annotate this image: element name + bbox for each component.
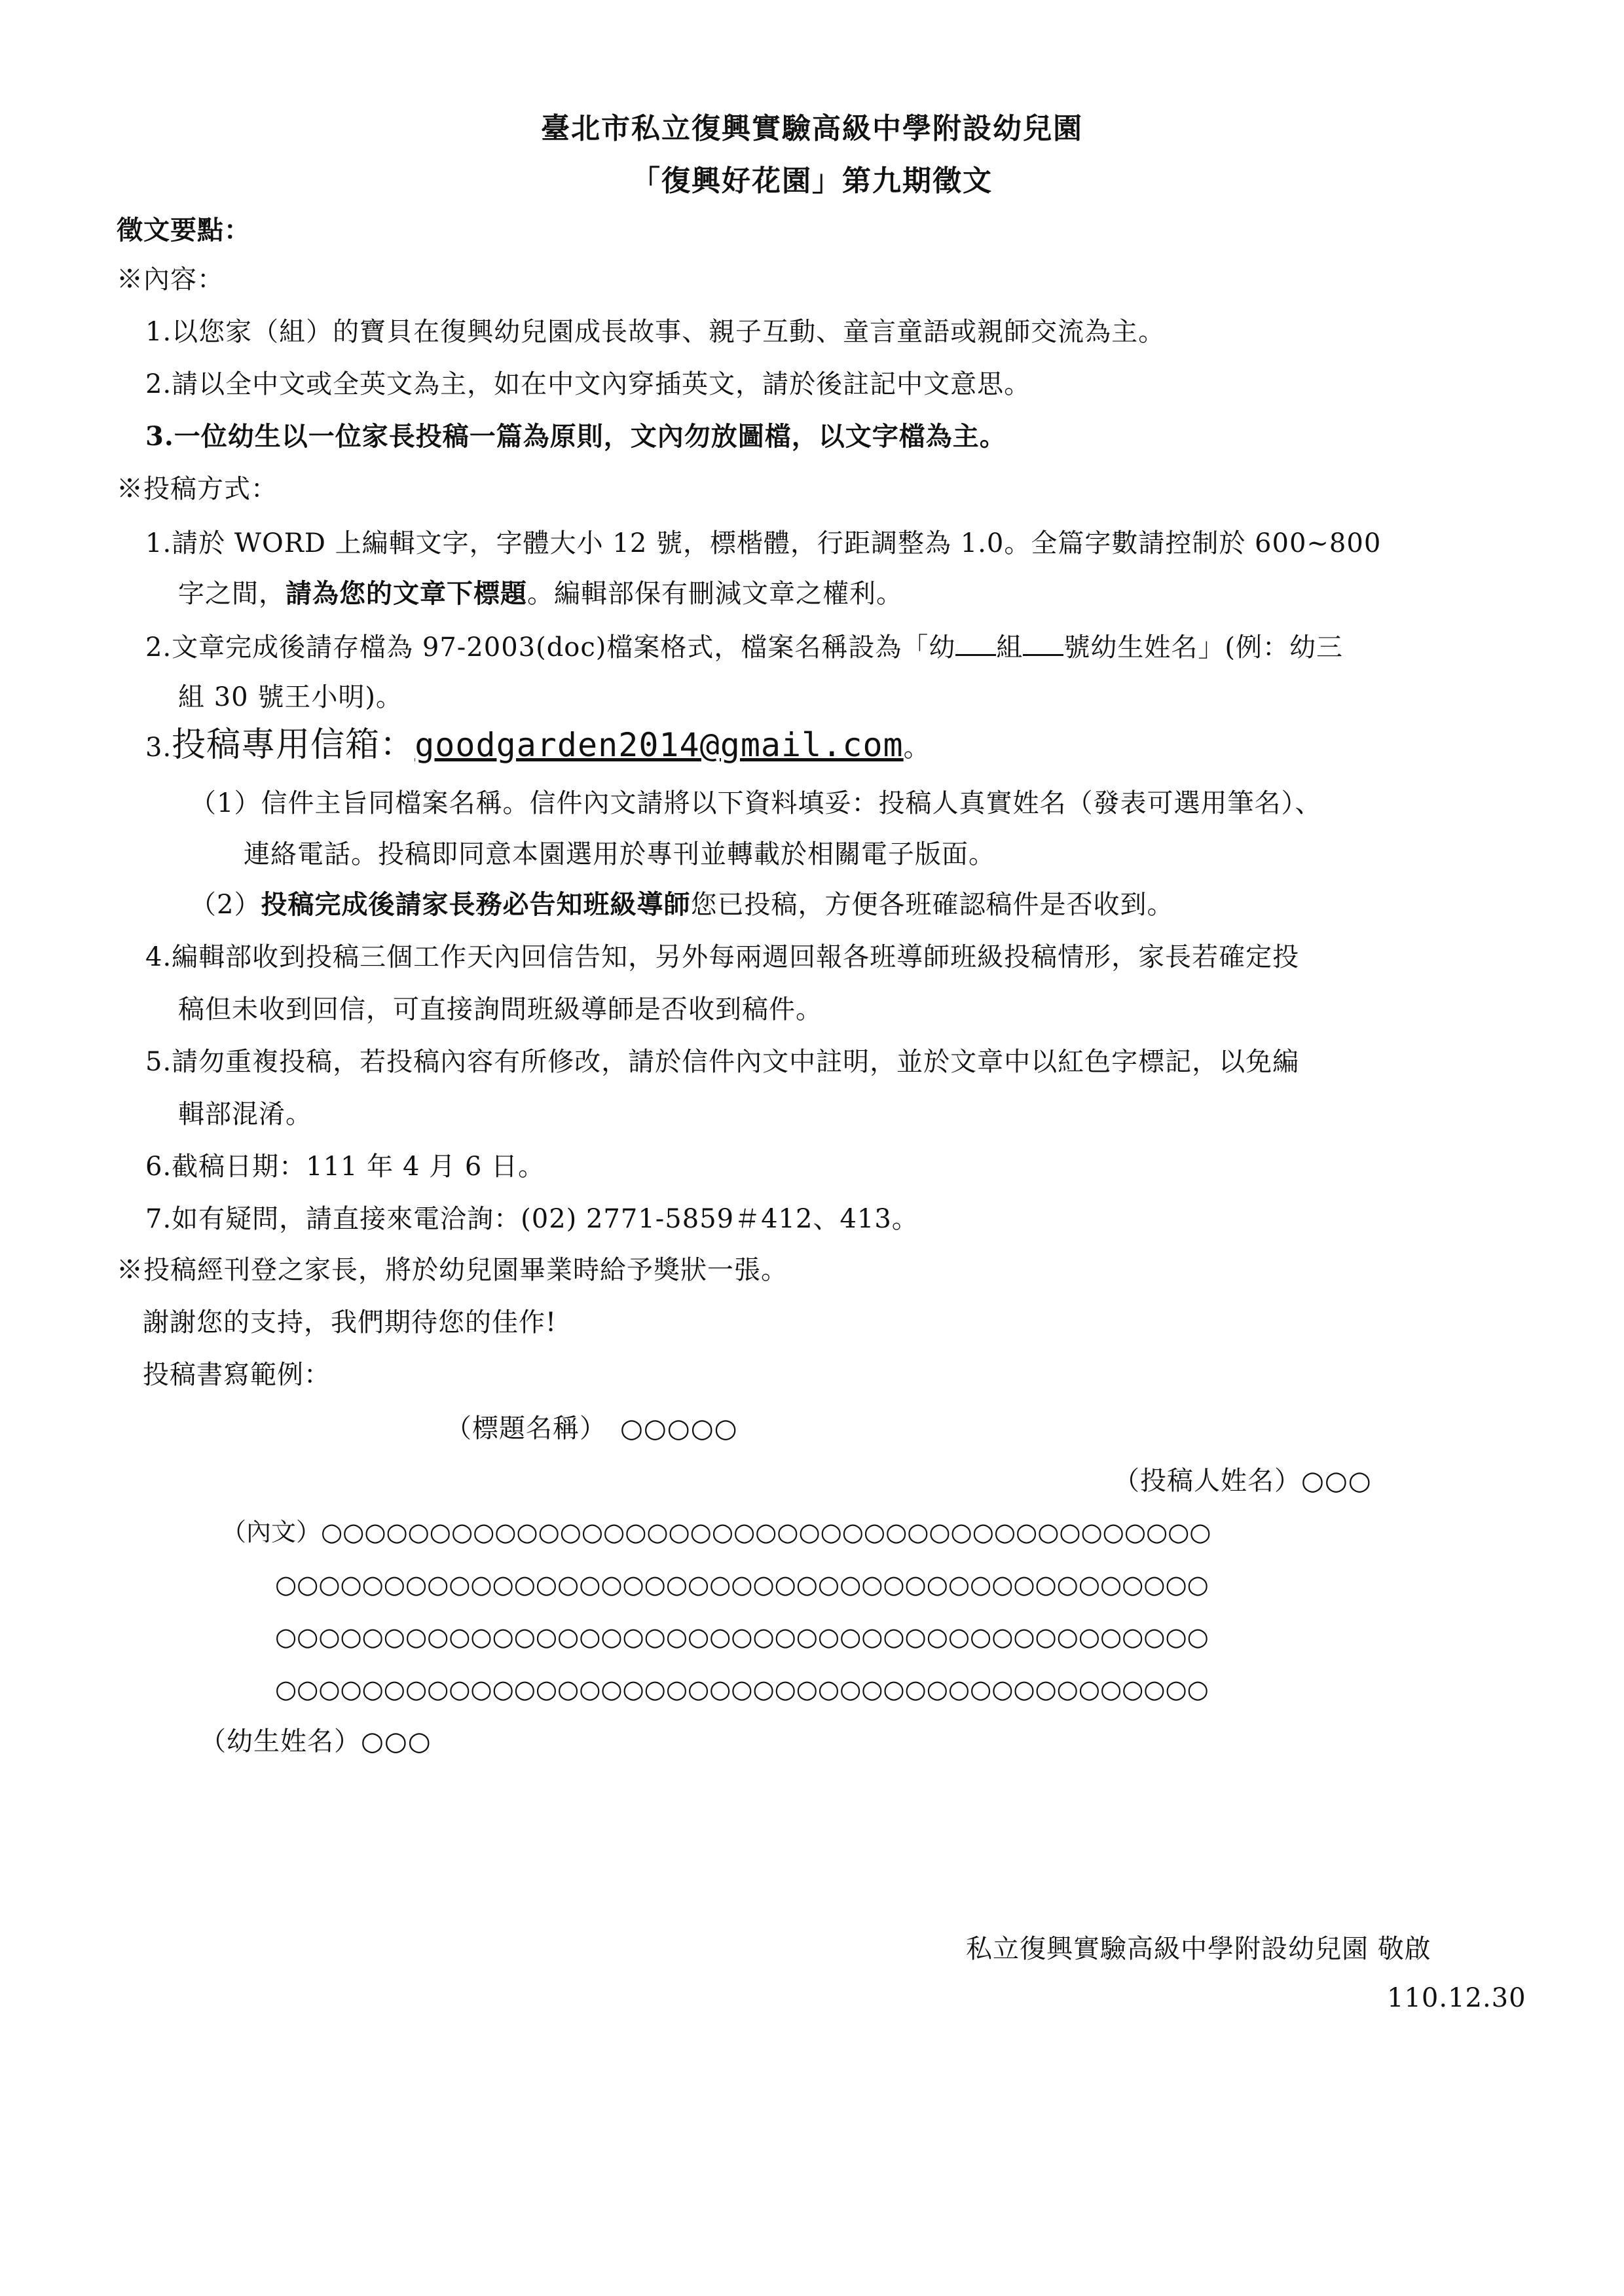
submission-item-5-line-1: 5.請勿重複投稿，若投稿內容有所修改，請於信件內文中註明，並於文章中以紅色字標記，以免編 [145, 1047, 1300, 1077]
email-label: 投稿專用信箱： [172, 725, 415, 765]
example-heading: 投稿書寫範例： [143, 1360, 331, 1390]
page-title: 臺北市私立復興實驗高級中學附設幼兒園 [541, 112, 1083, 145]
item1-text-bold: 請為您的文章下標題 [286, 578, 527, 609]
item1-text-post: 。編輯部保有刪減文章之權利。 [527, 579, 903, 609]
item2-text-post: 號幼生姓名」(例：幼三 [1063, 632, 1343, 663]
page-subtitle: 「復興好花園」第九期徵文 [631, 164, 993, 198]
content-heading: ※內容： [117, 264, 224, 295]
footer-signature: 私立復興實驗高級中學附設幼兒園 敬啟 [966, 1934, 1431, 1964]
item2-text-mid: 組 [996, 632, 1024, 663]
example-body-line-4: ○○○○○○○○○○○○○○○○○○○○○○○○○○○○○○○○○○○○○○○○○○○ [275, 1675, 1209, 1704]
content-item-1: 1.以您家（組）的寶貝在復興幼兒園成長故事、親子互動、童言童語或親師交流為主。 [145, 317, 1166, 347]
content-item-3: 3.一位幼生以一位家長投稿一篇為原則，文內勿放圖檔，以文字檔為主。 [145, 421, 1006, 452]
section-heading: 徵文要點： [117, 215, 251, 246]
example-student-line: （幼生姓名）○○○ [200, 1726, 432, 1757]
submission-item-2-line-2: 組 30 號王小明)。 [178, 682, 403, 712]
email-link[interactable]: goodgarden2014@gmail.com [415, 726, 904, 764]
example-body-line-1: （內文）○○○○○○○○○○○○○○○○○○○○○○○○○○○○○○○○○○○○○○○○○ [221, 1518, 1211, 1546]
content-item-2: 2.請以全中文或全英文為主，如在中文內穿插英文，請於後註記中文意思。 [145, 369, 1031, 399]
submission-item-2-line-1 [145, 632, 1343, 662]
sub2-post: 您已投稿，方便各班確認稿件是否收到。 [690, 890, 1174, 920]
submission-item-1-line-2 [178, 579, 903, 608]
submission-item-4-line-1: 4.編輯部收到投稿三個工作天內回信告知，另外每兩週回報各班導師班級投稿情形，家長若確定投 [145, 942, 1300, 972]
blank-line [955, 632, 996, 656]
example-body-line-3: ○○○○○○○○○○○○○○○○○○○○○○○○○○○○○○○○○○○○○○○○○○○ [275, 1622, 1209, 1651]
blank-line [1023, 632, 1063, 656]
example-title-line: （標題名稱） ○○○○○ [445, 1413, 738, 1444]
sub-item-2 [190, 890, 1173, 919]
sub2-pre: （2） [190, 890, 261, 920]
award-note: ※投稿經刊登之家長，將於幼兒園畢業時給予獎狀一張。 [117, 1255, 788, 1285]
thanks-text: 謝謝您的支持，我們期待您的佳作! [143, 1307, 557, 1338]
example-body-line-2: ○○○○○○○○○○○○○○○○○○○○○○○○○○○○○○○○○○○○○○○○○○○ [275, 1570, 1209, 1599]
sub-item-1-line-1: （1）信件主旨同檔案名稱。信件內文請將以下資料填妥：投稿人真實姓名（發表可選用筆名）、 [190, 788, 1322, 818]
submission-item-4-line-2: 稿但未收到回信，可直接詢問班級導師是否收到稿件。 [178, 994, 822, 1025]
submission-item-6: 6.截稿日期：111 年 4 月 6 日。 [145, 1152, 545, 1182]
item1-text-pre: 字之間， [178, 579, 286, 609]
submission-item-3 [145, 727, 931, 764]
example-author-line: （投稿人姓名）○○○ [1113, 1466, 1372, 1496]
footer-date: 110.12.30 [1387, 1983, 1526, 2013]
item3-number: 3. [145, 733, 172, 763]
sub-item-1-line-2: 連絡電話。投稿即同意本園選用於專刊並轉載於相關電子版面。 [244, 839, 995, 869]
item3-end: 。 [903, 733, 931, 763]
submission-item-1-line-1: 1.請於 WORD 上編輯文字，字體大小 12 號，標楷體，行距調整為 1.0。全篇字數請控制於 600~800 [145, 528, 1382, 558]
item2-text-pre: 2.文章完成後請存檔為 97-2003(doc)檔案格式，檔案名稱設為「幼 [145, 632, 956, 663]
sub2-bold: 投稿完成後請家長務必告知班級導師 [261, 889, 691, 920]
submission-heading: ※投稿方式： [117, 474, 278, 504]
submission-item-7: 7.如有疑問，請直接來電洽詢：(02) 2771-5859＃412、413。 [145, 1204, 919, 1234]
submission-item-5-line-2: 輯部混淆。 [178, 1099, 312, 1129]
